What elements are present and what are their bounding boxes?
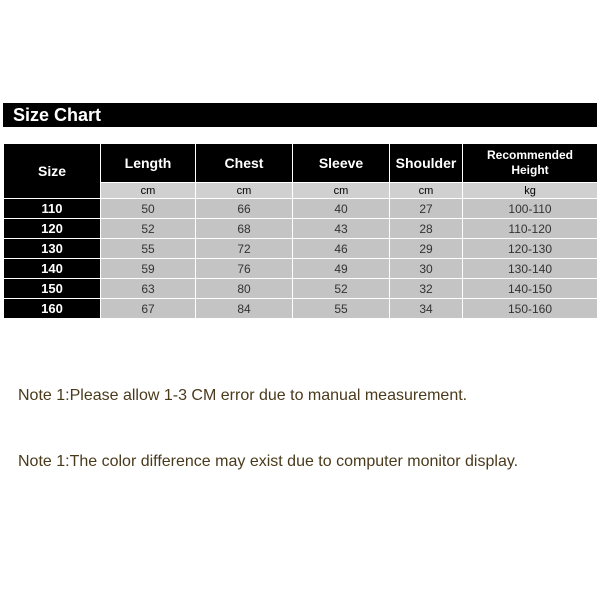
row-length: 63 bbox=[101, 279, 196, 299]
header-height-line1: Recommended bbox=[486, 148, 574, 162]
row-height: 150-160 bbox=[463, 299, 598, 319]
table-row bbox=[4, 199, 598, 219]
row-shoulder: 30 bbox=[390, 259, 463, 279]
row-sleeve: 49 bbox=[293, 259, 390, 279]
table-row bbox=[4, 279, 598, 299]
table-row bbox=[4, 259, 598, 279]
row-size: 160 bbox=[4, 299, 101, 319]
row-chest: 80 bbox=[196, 279, 293, 299]
row-chest: 72 bbox=[196, 239, 293, 259]
unit-height: kg bbox=[463, 183, 598, 199]
header-height-line2: Height bbox=[511, 163, 549, 177]
row-size: 120 bbox=[4, 219, 101, 239]
row-chest: 76 bbox=[196, 259, 293, 279]
row-length: 50 bbox=[101, 199, 196, 219]
header-row bbox=[4, 144, 598, 183]
unit-chest: cm bbox=[196, 183, 293, 199]
row-length: 59 bbox=[101, 259, 196, 279]
unit-length: cm bbox=[101, 183, 196, 199]
table-row bbox=[4, 239, 598, 259]
row-length: 52 bbox=[101, 219, 196, 239]
row-height: 100-110 bbox=[463, 199, 598, 219]
row-length: 55 bbox=[101, 239, 196, 259]
unit-sleeve: cm bbox=[293, 183, 390, 199]
row-chest: 84 bbox=[196, 299, 293, 319]
row-height: 110-120 bbox=[463, 219, 598, 239]
header-sleeve: Sleeve bbox=[293, 144, 390, 183]
size-chart-title: Size Chart bbox=[3, 103, 597, 127]
row-sleeve: 55 bbox=[293, 299, 390, 319]
table-row bbox=[4, 299, 598, 319]
note-color-difference: Note 1:The color difference may exist due to computer monitor display. bbox=[18, 453, 519, 470]
row-shoulder: 28 bbox=[390, 219, 463, 239]
header-recommended-height bbox=[463, 144, 598, 183]
row-shoulder: 29 bbox=[390, 239, 463, 259]
row-height: 140-150 bbox=[463, 279, 598, 299]
table-row bbox=[4, 219, 598, 239]
row-sleeve: 52 bbox=[293, 279, 390, 299]
row-sleeve: 46 bbox=[293, 239, 390, 259]
header-chest: Chest bbox=[196, 144, 293, 183]
row-sleeve: 40 bbox=[293, 199, 390, 219]
row-length: 67 bbox=[101, 299, 196, 319]
note-measurement: Note 1:Please allow 1-3 CM error due to manual measurement. bbox=[18, 387, 468, 404]
header-length: Length bbox=[101, 144, 196, 183]
row-size: 110 bbox=[4, 199, 101, 219]
header-shoulder: Shoulder bbox=[390, 144, 463, 183]
row-size: 140 bbox=[4, 259, 101, 279]
row-size: 130 bbox=[4, 239, 101, 259]
header-size: Size bbox=[4, 144, 101, 199]
row-shoulder: 32 bbox=[390, 279, 463, 299]
row-shoulder: 34 bbox=[390, 299, 463, 319]
row-chest: 66 bbox=[196, 199, 293, 219]
row-height: 120-130 bbox=[463, 239, 598, 259]
size-chart-table bbox=[3, 143, 598, 319]
row-sleeve: 43 bbox=[293, 219, 390, 239]
row-chest: 68 bbox=[196, 219, 293, 239]
row-size: 150 bbox=[4, 279, 101, 299]
row-height: 130-140 bbox=[463, 259, 598, 279]
unit-shoulder: cm bbox=[390, 183, 463, 199]
row-shoulder: 27 bbox=[390, 199, 463, 219]
